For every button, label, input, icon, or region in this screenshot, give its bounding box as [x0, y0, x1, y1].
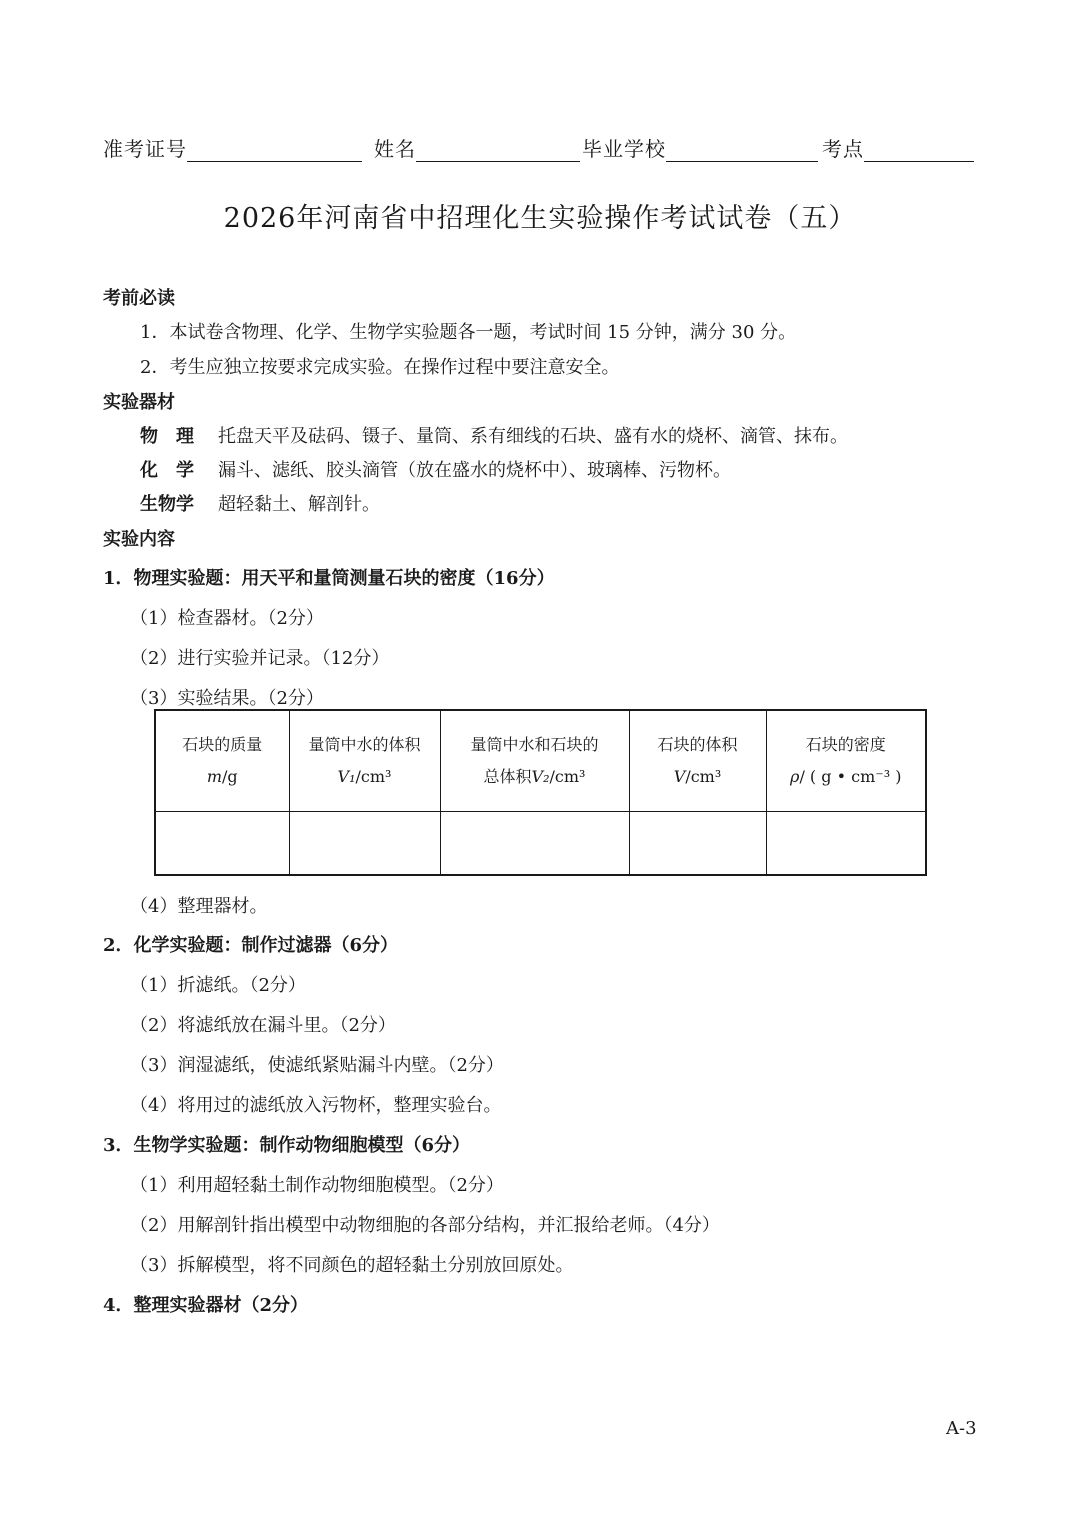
exam-id-blank[interactable] — [187, 137, 362, 162]
page-title: 2026年河南省中招理化生实验操作考试试卷（五） — [223, 203, 857, 234]
cell-stone-density[interactable] — [766, 812, 926, 876]
col-water-volume: 量筒中水的体积 V₁/cm³ — [289, 710, 440, 812]
name-blank[interactable] — [416, 137, 580, 162]
name-field — [374, 133, 580, 162]
exam-id-field — [103, 133, 362, 162]
material-row-physics — [140, 422, 848, 448]
q1-step: （3）实验结果。（2分） — [130, 688, 324, 709]
q2-step: （4）将用过的滤纸放入污物杯，整理实验台。 — [130, 1095, 502, 1116]
school-label: 毕业学校 — [582, 137, 666, 161]
material-text: 超轻黏土、解剖针。 — [218, 494, 380, 515]
q2-step: （1）折滤纸。（2分） — [130, 975, 306, 996]
cell-total-volume[interactable] — [440, 812, 629, 876]
page-number: A-3 — [946, 1418, 977, 1439]
candidate-info-row — [103, 128, 977, 162]
col-stone-density: 石块的密度 ρ/ ( g • cm⁻³ ) — [766, 710, 926, 812]
col-total-volume: 量筒中水和石块的 总体积V₂/cm³ — [440, 710, 629, 812]
name-label: 姓名 — [374, 137, 416, 161]
q3-step: （1）利用超轻黏土制作动物细胞模型。（2分） — [130, 1175, 504, 1196]
material-row-biology — [140, 490, 380, 516]
school-field — [582, 133, 818, 162]
q1-step: （2）进行实验并记录。（12分） — [130, 648, 390, 669]
col-stone-mass: 石块的质量 m/g — [155, 710, 289, 812]
table-header-row — [155, 710, 926, 812]
material-label: 物 理 — [140, 426, 194, 447]
material-text: 漏斗、滤纸、胶头滴管（放在盛水的烧杯中）、玻璃棒、污物杯。 — [218, 460, 731, 481]
q4-title: 4．整理实验器材（2分） — [103, 1295, 309, 1316]
q2-title: 2．化学实验题：制作过滤器（6分） — [103, 935, 399, 956]
q3-step: （3）拆解模型，将不同颜色的超轻黏土分别放回原处。 — [130, 1255, 574, 1276]
result-table — [154, 709, 927, 876]
cell-water-volume[interactable] — [289, 812, 440, 876]
materials-heading: 实验器材 — [103, 392, 175, 413]
notice-item: 2．考生应独立按要求完成实验。在操作过程中要注意安全。 — [140, 357, 620, 378]
material-label: 生物学 — [140, 494, 194, 515]
site-label: 考点 — [822, 137, 864, 161]
table-row — [155, 812, 926, 876]
q2-step: （3）润湿滤纸，使滤纸紧贴漏斗内壁。（2分） — [130, 1055, 504, 1076]
q1-step: （4）整理器材。 — [130, 896, 268, 917]
material-text: 托盘天平及砝码、镊子、量筒、系有细线的石块、盛有水的烧杯、滴管、抹布。 — [218, 426, 848, 447]
q3-step: （2）用解剖针指出模型中动物细胞的各部分结构，并汇报给老师。（4分） — [130, 1215, 720, 1236]
notice-item: 1．本试卷含物理、化学、生物学实验题各一题，考试时间 15 分钟，满分 30 分。 — [140, 322, 797, 343]
exam-id-label: 准考证号 — [103, 137, 187, 161]
content-heading: 实验内容 — [103, 529, 175, 550]
notice-heading: 考前必读 — [103, 288, 175, 309]
q1-step: （1）检查器材。（2分） — [130, 608, 324, 629]
q2-step: （2）将滤纸放在漏斗里。（2分） — [130, 1015, 396, 1036]
col-stone-volume: 石块的体积 V/cm³ — [629, 710, 766, 812]
site-blank[interactable] — [864, 137, 974, 162]
cell-stone-volume[interactable] — [629, 812, 766, 876]
site-field — [822, 133, 974, 162]
q1-title: 1．物理实验题：用天平和量筒测量石块的密度（16分） — [103, 568, 555, 589]
cell-stone-mass[interactable] — [155, 812, 289, 876]
q3-title: 3．生物学实验题：制作动物细胞模型（6分） — [103, 1135, 471, 1156]
material-row-chemistry — [140, 456, 731, 482]
material-label: 化 学 — [140, 460, 194, 481]
school-blank[interactable] — [666, 137, 818, 162]
